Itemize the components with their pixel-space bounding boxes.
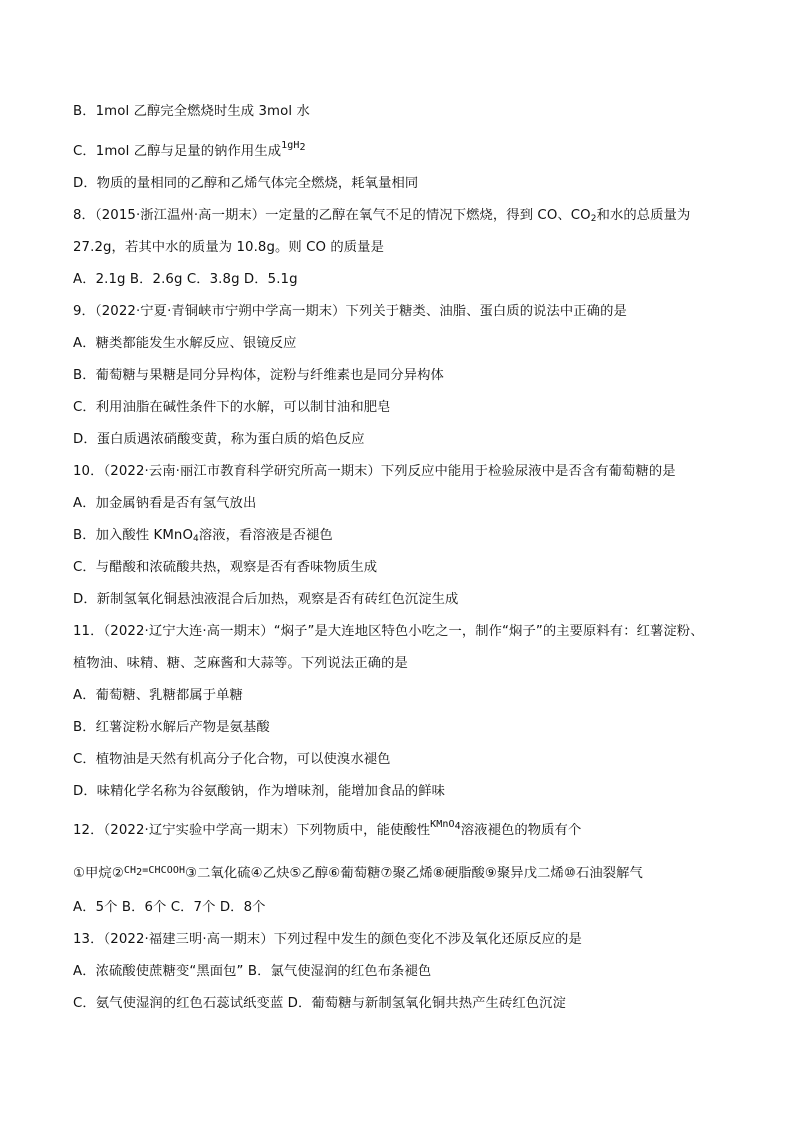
formula-base: CH <box>123 865 137 876</box>
q11-option-a: A．葡萄糖、乳糖都属于单糖 <box>73 688 243 703</box>
formula-subscript: 2 <box>136 867 143 878</box>
q11-option-d: D．味精化学名称为谷氨酸钠，作为增味剂，能增加食品的鲜味 <box>73 784 446 799</box>
q8-stem-line2: 27.2g，若其中水的质量为 10.8g。则 CO 的质量是 <box>73 240 384 255</box>
q12-options: A．5个 B．6个 C．7个 D．8个 <box>73 900 266 915</box>
q10-option-a: A．加金属钠看是否有氢气放出 <box>73 496 257 511</box>
q13-stem: 13．（2022·福建三明·高一期末）下列过程中发生的颜色变化不涉及氧化还原反应的是 <box>73 932 582 947</box>
q13-options-cd: C．氨气使湿润的红色石蕊试纸变蓝 D．葡萄糖与新制氢氧化铜共热产生砖红色沉淀 <box>73 996 566 1011</box>
q8-co2-subscript: 2 <box>590 214 597 224</box>
q11-stem-line1: 11．（2022·辽宁大连·高一期末）“焖子”是大连地区特色小吃之一，制作“焖子”的主要原料有：红薯淀粉、 <box>73 624 704 639</box>
q12-substance-list <box>73 865 734 886</box>
q7-option-d: D．物质的量相同的乙醇和乙烯气体完全燃烧，耗氧量相同 <box>73 176 419 191</box>
q10-option-b-part1: B．加入酸性 KMnO <box>73 528 194 543</box>
q7-option-c-text: C．1mol 乙醇与足量的钠作用生成 <box>73 144 282 159</box>
q12-list-part1: ①甲烷② <box>73 866 124 881</box>
q9-option-c: C．利用油脂在碱性条件下的水解，可以制甘油和肥皂 <box>73 400 391 415</box>
q9-stem: 9．（2022·宁夏·青铜峡市宁朔中学高一期末）下列关于糖类、油脂、蛋白质的说法中正确的是 <box>73 304 627 319</box>
formula-subscript: 2 <box>299 142 306 153</box>
q11-option-c: C．植物油是天然有机高分子化合物，可以使溴水褪色 <box>73 752 391 767</box>
q8-stem-part1: 8．（2015·浙江温州·高一期末）一定量的乙醇在氧气不足的情况下燃烧，得到 CO、CO <box>73 208 591 223</box>
q10-stem: 10．（2022·云南·丽江市教育科学研究所高一期末）下列反应中能用于检验尿液中是否含有葡萄糖的是 <box>73 464 676 479</box>
formula-tail: =CHCOOH <box>142 865 186 876</box>
q7-option-b: B．1mol 乙醇完全燃烧时生成 3mol 水 <box>73 104 310 119</box>
q11-option-b: B．红薯淀粉水解后产物是氨基酸 <box>73 720 270 735</box>
formula-base: 1gH <box>281 140 300 151</box>
q10-option-c: C．与醋酸和浓硫酸共热，观察是否有香味物质生成 <box>73 560 378 575</box>
q8-stem-part2: 和水的总质量为 <box>596 208 691 223</box>
q9-option-a: A．糖类都能发生水解反应、银镜反应 <box>73 336 297 351</box>
q12-acrylic-acid-formula <box>124 862 185 877</box>
q8-stem-line1 <box>73 207 734 228</box>
formula-base: KMnO <box>430 819 455 830</box>
q8-options: A．2.1g B．2.6g C．3.8g D．5.1g <box>73 272 298 287</box>
q12-stem <box>73 819 734 843</box>
formula-subscript: 4 <box>454 821 461 832</box>
q12-kmno4-formula <box>430 816 461 831</box>
q10-option-b-part2: 溶液，看溶液是否褪色 <box>198 528 333 543</box>
q7-formula-h2 <box>281 137 306 152</box>
q7-option-c <box>73 140 734 164</box>
q12-stem-part2: 溶液褪色的物质有个 <box>460 823 582 838</box>
q11-stem-line2: 植物油、味精、糖、芝麻酱和大蒜等。下列说法正确的是 <box>73 656 408 671</box>
q10-option-d: D．新制氢氧化铜悬浊液混合后加热，观察是否有砖红色沉淀生成 <box>73 592 459 607</box>
q9-option-d: D．蛋白质遇浓硝酸变黄，称为蛋白质的焰色反应 <box>73 432 365 447</box>
q10-option-b <box>73 527 734 548</box>
kmno4-subscript: 4 <box>193 534 199 544</box>
q13-options-ab: A．浓硫酸使蔗糖变“黑面包” B．氯气使湿润的红色布条褪色 <box>73 964 432 979</box>
q9-option-b: B．葡萄糖与果糖是同分异构体，淀粉与纤维素也是同分异构体 <box>73 368 444 383</box>
q12-stem-part1: 12．（2022·辽宁实验中学高一期末）下列物质中，能使酸性 <box>73 823 431 838</box>
q12-list-part2: ③二氧化硫④乙炔⑤乙醇⑥葡萄糖⑦聚乙烯⑧硬脂酸⑨聚异戊二烯⑩石油裂解气 <box>185 866 643 881</box>
